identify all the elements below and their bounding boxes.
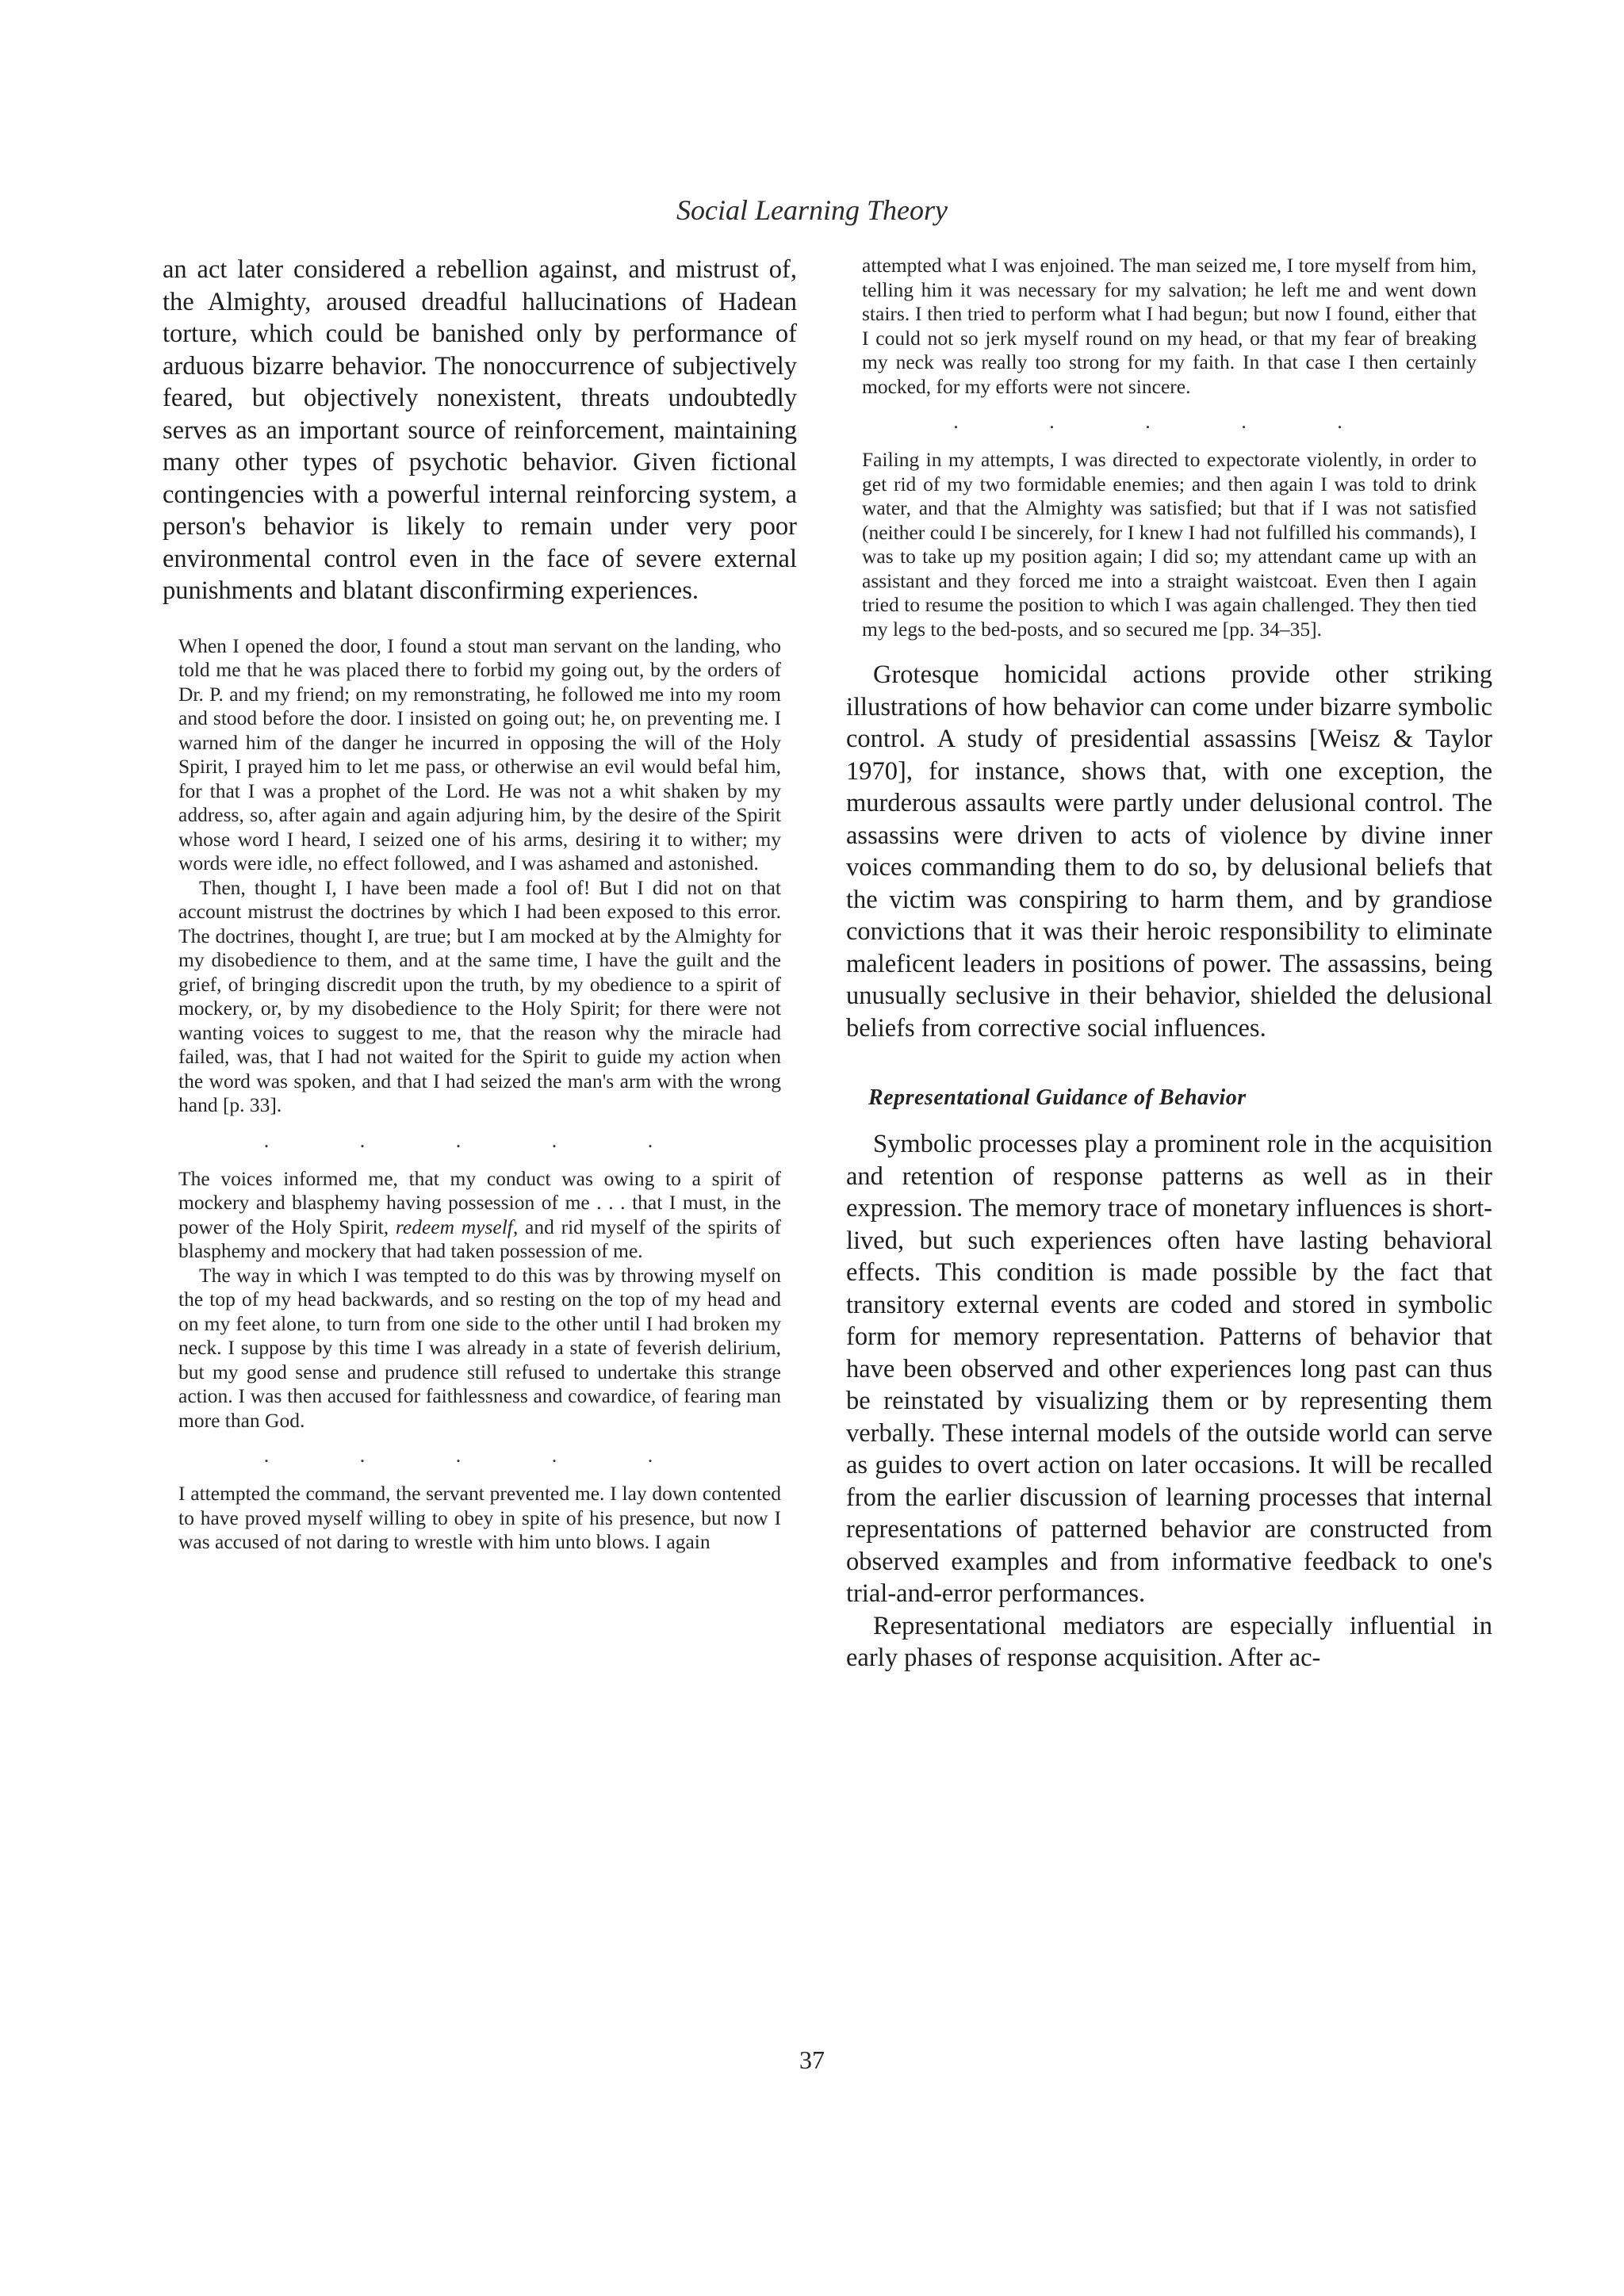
quote-text: The voices informed me, that my conduct was owing to a spirit of mockery and blasphemy having possession of me . . . that I must, in the power of the Holy Spirit, [178,1166,781,1238]
quote-paragraph: When I opened the door, I found a stout man servant on the landing, who told me that he was placed there to forbid my going out, by the orders of Dr. P. and my friend; on my remonstrating, he followed me into my room and stood before the door. I insisted on going out; he, on preventing me. I warned him of the danger he incurred in opposing the will of the Holy Spirit, I prayed him to let me pass, or otherwise an evil would befal him, for that I was a prophet of the Lord. He was not a whit shaken by my address, so, after again and again adjuring him, by the desire of the Spirit whose word I heard, I seized one of his arms, desiring it to wither; my words were idle, no effect followed, and I was ashamed and astonished. [178,633,781,874]
ellipsis-divider: . . . . . [953,410,1385,433]
quote-text: and rid myself of the spirits of blasphemy and mockery that had taken possession of me. [178,1215,781,1262]
left-column [163,254,797,1555]
section-heading: Representational Guidance of Behavior [868,1085,1247,1110]
block-quote [163,634,797,1118]
block-quote [163,1482,797,1555]
body-paragraph: an act later considered a rebellion against, and mistrust of, the Almighty, aroused dreadful hallucinations of Hadean torture, which could be banished only by performance of arduous bizarre behavior. The nonoccurrence of subjectively feared, but objectively nonexistent, threats undoubtedly serves as an important source of reinforcement, maintaining many other types of psychotic behavior. Given fictional contingencies with a powerful internal reinforcing system, a person's behavior is likely to remain under very poor environmental control even in the face of severe external punishments and blatant disconfirming experiences. [163,255,797,605]
block-quote [846,448,1492,641]
ellipsis-divider: . . . . . [263,1128,696,1152]
right-column [846,254,1492,1674]
quote-paragraph: The way in which I was tempted to do this was by throwing myself on the top of my head backwards, and so resting on the top of my head and on my feet alone, to turn from one side to the other until I had broken my neck. I suppose by this time I was already in a state of feverish delirium, but my good sense and prudence still refused to undertake this strange action. I was then accused for faithlessness and cowardice, of fearing man more than God. [178,1263,781,1432]
ellipsis-divider: . . . . . [263,1444,696,1467]
body-paragraph: Grotesque homicidal actions provide other striking illustrations of how behavior can come under bizarre symbolic control. A study of presidential assassins [Weisz & Taylor 1970], for instance, shows that, with one exception, the murderous assaults were partly under delusional control. The assassins were driven to acts of violence by divine inner voices commanding them to do so, by delusional beliefs that the victim was conspiring to harm them, and by grandiose convictions that it was their heroic responsibility to eliminate maleficent leaders in positions of power. The assassins, being unusually seclusive in their behavior, shielded the delusional beliefs from corrective social influences. [846,660,1492,1043]
quote-paragraph: Failing in my attempts, I was directed to expectorate violently, in order to get rid of my two formidable enemies; and then again I was told to drink water, and that the Almighty was satisfied; but that if I was not satisfied (neither could I be sincerely, for I knew I had not fulfilled his commands), I was to take up my position again; I did so; my attendant came up with an assistant and they forced me into a straight waistcoat. Even then I again tried to resume the position to which I was again challenged. They then tied my legs to the bed-posts, and so secured me [pp. 34–35]. [862,448,1477,641]
quote-paragraph: attempted what I was enjoined. The man seized me, I tore myself from him, telling him it was necessary for my salvation; he left me and went down stairs. I then tried to perform what I had begun; but now I found, either that I could not so jerk myself round on my head, or that my fear of breaking my neck was really too strong for my faith. In that case I then certainly mocked, for my efforts were not sincere. [862,254,1477,398]
quote-paragraph: Then, thought I, I have been made a fool of! But I did not on that account mistrust the doctrines by which I had been exposed to this error. The doctrines, thought I, are true; but I am mocked at by the Almighty for my disobedience to them, and at the same time, I have the guilt and the grief, of bringing discredit upon the truth, by my obedience to a spirit of mockery, or, by my disobedience to the Holy Spirit; for there were not wanting voices to suggest to me, that the reason why the miracle had failed, was, that I had not waited for the Spirit to guide my action when the word was spoken, and that I had seized the man's arm with the wrong hand [p. 33]. [178,875,781,1116]
block-quote [846,254,1492,399]
page-number: 37 [799,2045,825,2074]
body-paragraph: Representational mediators are especially influential in early phases of response acquisition. After ac- [846,1611,1492,1672]
body-paragraph: Symbolic processes play a prominent role in the acquisition and retention of response patterns as well as in their expression. The memory trace of monetary influences is short-lived, but such experiences often have lasting behavioral effects. This condition is made possible by the fact that transitory external events are coded and stored in symbolic form for memory representation. Patterns of behavior that have been observed and other experiences long past can thus be reinstated by visualizing them or by representing them verbally. These internal models of the outside world can serve as guides to overt action on later occasions. It will be recalled from the earlier discussion of learning processes that internal representations of patterned behavior are constructed from observed examples and from informative feedback to one's trial-and-error performances. [846,1130,1492,1608]
quote-paragraph: I attempted the command, the servant prevented me. I lay down contented to have proved myself willing to obey in spite of his presence, but now I was accused of not daring to wrestle with him unto blows. I again [178,1482,781,1553]
quote-emphasis: redeem myself, [395,1215,519,1238]
block-quote [163,1167,797,1433]
running-head: Social Learning Theory [676,194,948,226]
